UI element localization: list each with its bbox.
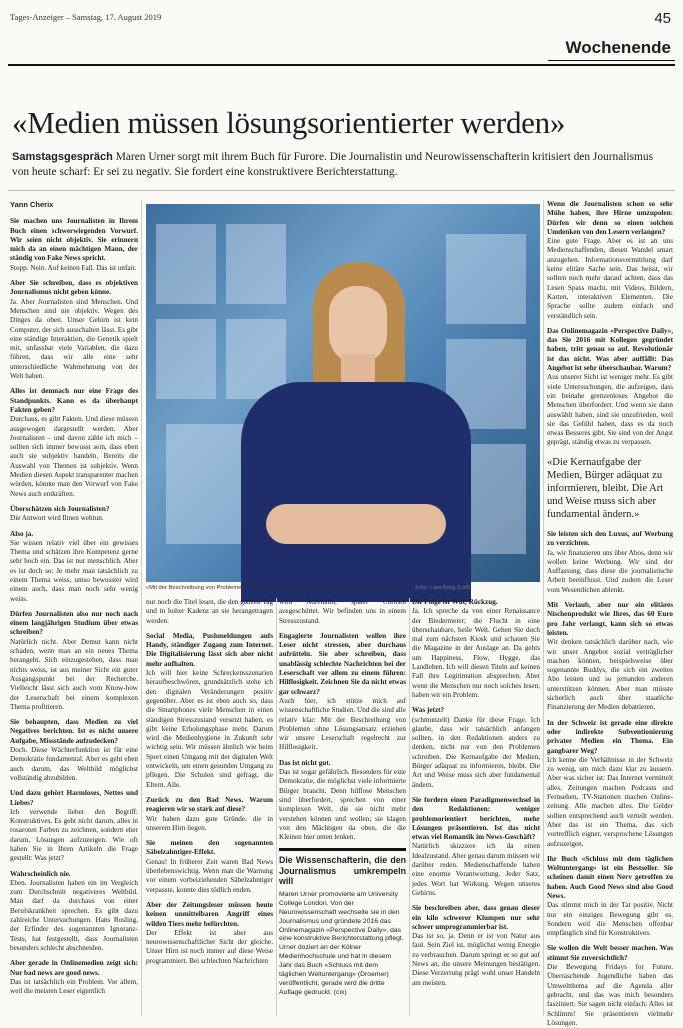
interview-question: Und dazu gehört Harmloses, Nettes und Liebes?	[10, 789, 138, 807]
interview-question: Social Media, Pushmeldungen aufs Handy, ständiger Zugang zum Internet. Die Digitalisierung lässt sich aber nicht mehr aufhalten.	[146, 631, 273, 668]
interview-question: Aber der Zeitungsleser müssen heute keinen unmittelbaren Angriff eines wilden Tiers mehr befürchten.	[146, 900, 273, 928]
info-box-text: Maren Urner promovierte am University College London. Von der Neurowissenschaft wechselte sie in den Journalismus und gründete 2016 das Onlinemagazin «Perspective Daily», das eine konstruktive Berichterstattung pflegt. Urner doziert an der Kölner Medienhochschule und hat in diesem Jahr das Buch «Schluss mit dem täglichen Weltuntergang» (Droemer) veröffentlicht, gerade wird die dritte Auflage gedruckt. (cix)	[279, 890, 404, 996]
interview-paragraph	[412, 598, 540, 700]
interview-question: Wahrscheinlich nie.	[10, 869, 71, 878]
interview-question: Mit Verlaub, aber nur ein elitäres Nischenprodukt wie Ihres, das 60 Euro pro Jahr verlangt, kann sich so etwas leisten.	[547, 601, 673, 637]
interview-paragraph	[547, 327, 673, 448]
interview-paragraph	[10, 387, 138, 499]
interview-paragraph	[146, 839, 273, 895]
interview-paragraph	[10, 279, 138, 381]
interview-answer: Eben. Journalisten haben ein im Vergleich zum Durchschnitt negativeres Weltbild. Man darf da durchaus von einer Berufskrankheit sprechen. Es gibt dazu zahlreiche Untersuchungen. Hans Rosling, der Erfinder des sogenannten Ignoranz-Tests, hat festgestellt, dass Journalisten besonders schlecht abschneiden.	[10, 878, 138, 952]
interview-paragraph	[547, 944, 673, 1028]
interview-answer: Natürlich skizziere ich da einen Idealzustand. Aber genau darum müssen wir darüber reden. Medienschaffende haben eine enorme Verantwortung. Jeder Satz, jedes Wort hat Wirkung. Wegen unseres Gehirns.	[412, 842, 540, 897]
interview-paragraph	[146, 901, 273, 966]
interview-question: Überschätzen sich Journalisten?	[10, 504, 110, 513]
interview-question: Sie meinen den sogenannten Säbelzahntiger-Effekt.	[146, 839, 273, 857]
interview-answer: Doch. Diese Wächterfunktion ist für eine Demokratie fundamental. Aber es geht eben auch darum, das Weltbild möglichst vollständig abzubilden.	[10, 746, 138, 782]
interview-paragraph	[412, 796, 540, 898]
pull-quote: «Die Kernaufgabe der Medien, Bürger adäquat zu informieren, bleibt. Die Art und Weise muss sich aber fundamental ändern.»	[547, 457, 664, 520]
interview-paragraph	[10, 217, 138, 273]
interview-question: Sie beschreiben aber, dass genau dieser ein kilo schwerer Klumpen nur sehr schwer umprogrammierbar ist.	[412, 904, 540, 931]
interview-paragraph	[146, 796, 273, 833]
interview-question: Ihr Buch «Schluss mit dem täglichen Weltuntergang» ist ein Bestseller. Sie scheinen damit einen Nerv getroffen zu haben. Auch Good News sind also Good News.	[547, 854, 673, 900]
interview-answer: Ja. Aber Journalisten sind Menschen. Und Menschen sind nie objektiv. Wegen des Dinges da oben. Unser Gehirn ist kein Computer, der sich ausschalten lässt. Es gibt eine ständige Interaktion, die Genetik spielt mit, unfassbar viele Variablen, die dazu führen, dass wir alle eine sehr unterschiedliche Wahrnehmung von der Welt haben.	[10, 297, 138, 381]
interview-paragraph	[10, 959, 138, 996]
deck-label: Samstagsgespräch	[12, 151, 113, 163]
interview-answer: Genau! In früherer Zeit waren Bad News überlebenswichtig. Wenn man die Warnung vor einem vorbeiziehenden Säbelzahntiger verpasste, konnte dies tödlich enden.	[146, 857, 273, 894]
column-divider	[141, 200, 142, 1016]
interview-paragraph	[146, 598, 273, 626]
column-3	[279, 598, 406, 1018]
interview-answer: Auch hier, ich stütze mich auf wissenschaftliche Studien. Und die sind alle relativ klar: Mit der Beschreibung von Problemen ohne Lösungsansatz erziehen wir unsere Leserschaft regelrecht zur Hilflosigkeit.	[279, 696, 406, 752]
interview-answer: Aus unserer Sicht ist weniger mehr. Es gibt viele Untersuchungen, die aufzeigen, dass ein beinahe grenzenloses Angebot die Menschen überfordert. Und wenn sie dann auswählt haben, sind sie unzufrieden, weil sie das Gefühl haben, dass es da noch etwas Besseres gibt. Sie sind von der Angst geprägt, ständig etwas zu verpassen.	[547, 373, 673, 447]
interview-answer: Ich will hier keine Schreckensszenarien heraufbeschwören, grundsätzlich stehe ich den digitalen Veränderungen positiv gegenüber. Aber es ist eben auch so, dass die Smartphones viele Menschen in einen ständigen Stresszustand versetzt haben, es gibt keine Erholungsphase mehr. Darum wird die Medienhygiene in Zukunft sehr wichtig sein. Wir müssen ähnlich wie beim Sport einen Umgang mit der digitalen Welt entwickeln, um einen gesunden Umgang zu pflegen. Die Schulen sind gefragt, die Eltern. Alle.	[146, 669, 273, 789]
interview-question: Zurück zu den Bad News. Warum reagieren wir so stark auf diese?	[146, 795, 273, 814]
interview-answer: Das ist tatsächlich ein Problem. Vor allem, weil die meisten Leser eigentlich	[10, 977, 138, 996]
interview-answer: (schmunzelt) Danke für diese Frage. Ich glaube, dass wir tatsächlich anfangen sollten, in den Redaktionen anders zu denken, nicht nur von den Problemen schreiben. Die Kernaufgabe der Medien, Bürger adäquat zu informieren, bleibt. Die Art und Weise muss sich aber fundamental ändern.	[412, 715, 540, 789]
interview-question: Sie wollen die Welt besser machen. Was stimmt Sie zuversichtlich?	[547, 944, 673, 962]
issue-meta: Tages-Anzeiger – Samstag, 17. August 2019	[10, 12, 162, 22]
interview-question: Sie machen uns Journalisten in Ihrem Buch einen schwerwiegenden Vorwurf. Wir seien nicht objektiv. Sie erinnern mich da an einen mächtigen Mann, der ständig von Fake News spricht.	[10, 217, 138, 263]
interview-answer: Das ist so, ja. Denn er ist von Natur aus faul. Sein Ziel ist, möglichst wenig Energie zu verbrauchen. Darum springt er so gut auf News an, die unsere Meinungen bestätigen. Diese Verzerrung prägt wohl unser Handeln am meisten.	[412, 932, 540, 987]
column-1	[10, 200, 138, 1020]
interview-paragraph	[547, 719, 673, 849]
top-rule	[8, 64, 675, 66]
interview-question: Aber Sie schreiben, dass es objektiven Journalismus nicht geben könne.	[10, 279, 138, 297]
interview-answer: wird Adrenalin, später Cortisol ausgeschüttet. Wir befinden uns in einem Stresszustand.	[279, 598, 406, 625]
interview-paragraph	[10, 718, 138, 783]
interview-paragraph	[10, 789, 138, 863]
column-divider	[409, 598, 410, 1016]
interview-paragraph	[146, 632, 273, 790]
photo-caption	[146, 585, 540, 591]
interview-answer: Das stimmt mich in der Tat positiv. Nicht nur ein einziges Bewegung gibt es. Sondern weil die Menschen offenbar empfänglich sind für Konstruktives.	[547, 901, 673, 938]
interview-answer: Eine gute Frage. Aber es ist an uns Medienschaffenden, diesen Wandel smart anzugehen. Informationsvermittlung darf keine elitäre Sache sein. Das heisst, wir sollten noch mehr darauf achten, dass das Lesen Spass macht, mit Videos, Bildern, Karten, interaktiven Elementen. Die Sprache sollte zudem einfach und verständlich sein.	[547, 237, 673, 320]
interview-answer: Das ist sogar gefährlich. Besonders für eine Demokratie, die möglichst viele informierte Bürger braucht. Denn hilflose Menschen sind überfordert, sprechen von einer komplexen Welt, die sie nicht mehr verstehen können und wollen; sie klagen von den Mächtigen da oben, die die Kleinen hier unten lenken.	[279, 768, 406, 842]
interview-answer: Durchaus, es gibt Fakten. Und diese müssen ausgewogen dargestellt werden. Aber Journalisten – und davon zähle ich mich – sollten sich immer bewusst sein, dass eben auch sie subjektiv handeln. Bereits die Auswahl von Themen ist subjektiv. Wenn Medien diesen Aspekt transparenter machen würden, könnte man den Vorwurf von Fake News auch entkräften.	[10, 415, 138, 498]
headline: «Medien müssen lösungsorientierter werden»	[12, 105, 566, 140]
column-5-top	[547, 200, 673, 452]
interview-paragraph	[279, 598, 406, 626]
interview-answer: Wir denken tatsächlich darüber nach, wie wir unser Angebot sozial verträglicher machen können, beispielsweise über sogenannte Buddys, die sich ein zweites Abo leisten und so jemanden anderen unterstützen können. Aber man müsste sicherlich auch über staatliche Finanzierung der Medien debattieren.	[547, 638, 673, 712]
interview-answer: Stopp. Nein. Auf keinen Fall. Das ist unfair.	[10, 263, 137, 272]
caption-text: «Mit der Beschreibung von Problemen erziehen wir unsere Leserschaft zur Hilflosigkeit»: Maren Urner.	[146, 585, 410, 591]
interview-paragraph	[279, 759, 406, 843]
interview-question: Das ist nicht gut.	[279, 758, 331, 767]
interview-paragraph	[547, 855, 673, 939]
interview-paragraph	[10, 530, 138, 604]
interview-paragraph	[10, 505, 138, 524]
info-box	[279, 848, 406, 997]
interview-question: Das Onlinemagazin «Perspective Daily», das Sie 2016 mit Kollegen gegründet haben, tritt genau so auf. Revolutionär ist das nicht. Was aber auffällt: Das Angebot ist sehr überschaubar. Warum?	[547, 326, 673, 373]
interview-answer: Sie wissen relativ viel über ein gewisses Thema und schätzen ihre Kompetenz gerne sehr hoch ein. Das ist nur menschlich. Aber es ist doch so: Je mehr man tatsächlich zu einem Thema weiss, umso bewusster wird einem auch, dass man noch sehr wenig weiss.	[10, 538, 138, 603]
interview-answer: Ja. Ich spreche da von einer Renaissance der Biedermeier; die Flucht in eine überschaubare, heile Welt. Gehen Sie doch mal zum nächsten Kiosk und schauen Sie die Magazine in der Auslage an. Da gehts um Happiness, Flow, Hygge, das Landleben. Ich will diesen Titeln auf keinen Fall ihre Legitimation absprechen. Aber wenn die Menschen nur noch solches lesen, haben wir ein Problem.	[412, 607, 540, 699]
interview-answer: nur noch die Titel lesen, die den ganzen Tag und in hoher Kadenz an sie herangetragen werden.	[146, 598, 273, 625]
interview-question: Aber gerade in Onlinemedien zeigt sich: Nur bad news are good news.	[10, 959, 138, 977]
interview-question: Die Folge ist Wut, Rückzug.	[412, 598, 498, 606]
info-box-heading: Die Wissenschafterin, die den Journalismus umkrempeln will	[279, 855, 406, 887]
deck-text: Maren Urner sorgt mit ihrem Buch für Furore. Die Journalistin und Neurowissenschafterin kritisiert den Journalismus von heute scharf: Er sei zu negativ. Sie fordert eine konstruktivere Berichterstattung.	[12, 151, 654, 178]
interview-question: Also ja.	[10, 529, 34, 538]
interview-paragraph	[547, 601, 673, 713]
column-2	[146, 598, 273, 1018]
page-number: 45	[654, 10, 671, 27]
interview-answer: Ich verwende lieber den Begriff: Konstruktives. Es geht nicht darum, alles in rosaroten Farben zu zeichnen, sondern eher darum, Lösungen aufzuzeigen. Wie oft haben Sie in Ihren Artikeln die Frage gestellt: Was jetzt?	[10, 807, 138, 863]
column-4	[412, 598, 540, 1018]
interview-answer: Die Antwort wird Ihnen wehtun.	[10, 514, 104, 523]
interview-answer: Die Bewegung Fridays for Future. Überraschende Jugendliche haben das Umweltthema auf die Agenda aller gebracht, und das was mich besonders fasziniert: Sie sagen nicht einfach: Alles ist Schlimm! Sie präsentieren vielmehr Lösungen.	[547, 963, 673, 1027]
interview-question: Sie leisten sich den Luxus, auf Werbung zu verzichten.	[547, 530, 673, 548]
interview-paragraph	[412, 706, 540, 790]
interview-question: Was jetzt?	[412, 706, 445, 715]
interview-answer: Ja, wir finanzieren uns über Abos, denn wir wollen keine Werbung. Wir sind der Auffassung, dass diese die journalistische Arbeit beeinflusst. Und zudem die Leser vom Wesentlichen ablenkt.	[547, 548, 673, 594]
interview-paragraph	[547, 200, 673, 321]
interview-answer: Wir haben dazu gute Gründe, die in unserem Hirn liegen.	[146, 814, 273, 832]
portrait-photo	[146, 204, 540, 582]
interview-paragraph	[10, 870, 138, 954]
photo-credit: Foto: Lars Berg (Laif)	[415, 585, 471, 591]
column-5-bottom	[547, 530, 673, 1027]
interview-question: In der Schweiz ist gerade eine direkte oder indirekte Subventionierung privater Medien ein Thema. Ein gangbarer Weg?	[547, 718, 673, 755]
interview-paragraph	[412, 904, 540, 988]
column-divider	[543, 200, 544, 1016]
interview-question: Sie behaupten, dass Medien zu viel Negatives berichten. Ist es nicht unsere Aufgabe, Missstände aufzudecken?	[10, 718, 138, 745]
interview-paragraph	[279, 632, 406, 753]
author: Yann Cherix	[10, 200, 54, 209]
section-rule	[548, 60, 675, 61]
interview-question: Dürfen Journalisten also nur noch nach einem langjährigen Studium über etwas schreiben?	[10, 609, 138, 637]
section-title: Wochenende	[565, 38, 671, 57]
interview-answer: Der Effekt ist aber aus neurowissenschaftlicher Sicht der gleiche. Unser Hirn ist noch immer auf diese Weise programmiert. Bei schlechten Nachrichten	[146, 928, 273, 965]
interview-question: Alles ist demnach nur eine Frage des Standpunkts. Kann es da überhaupt Fakten geben?	[10, 387, 138, 414]
interview-question: Engagierte Journalisten wollen ihre Leser nicht stressen, aber durchaus aufrütteln. Sie aber schreiben, dass unablässig schlechte Nachrichten bei der Leserschaft vor allem zu einem führen: Hilflosigkeit. Zeichnen Sie da nicht etwas gar schwarz?	[279, 631, 406, 696]
interview-paragraph	[547, 530, 673, 595]
interview-question: Wenn die Journalisten schon so sehr Mühe haben, ihre Hirne umzupolen: Dürfen wir denn so einen solchen Umdenken von den Lesern verlangen?	[547, 200, 673, 236]
interview-paragraph	[10, 610, 138, 712]
column-divider	[276, 598, 277, 1016]
interview-answer: Natürlich nicht. Aber Demut kann nicht schaden, wenn man an ein neues Thema herangeht. Sich einzugestehen, dass man nichts weiss, ist aus meiner Sicht ein guter Ausgangspunkt bei der Recherche. Vielleicht lässt sich auch vom Know-how der Leserschaft bei einem komplexen Thema profitieren.	[10, 637, 138, 711]
deck-divider	[8, 190, 675, 191]
deck	[12, 150, 672, 179]
interview-answer: Ich kenne die Verhältnisse in der Schweiz zu wenig, um mich dazu klar zu äussern. Aber was sicher ist: Das Internet vermittelt alles, Zeitungen machen Podcasts und Fernsehen, TV-Stationen machen Online-zeitung. Alle machen alles. Die Gelder sollten entsprechend auch verteilt werden. Aber das ist ein Thema, das sich vortrefflich eignet, versprochene Lösungen aufzuzeigen.	[547, 755, 673, 848]
interview-question: Sie fordern einen Paradigmenwechsel in den Redaktionen: weniger problemorientiert berichten, mehr Lösungen präsentieren. Ist das nicht etwas viel Romantik im News-Geschäft?	[412, 795, 540, 842]
